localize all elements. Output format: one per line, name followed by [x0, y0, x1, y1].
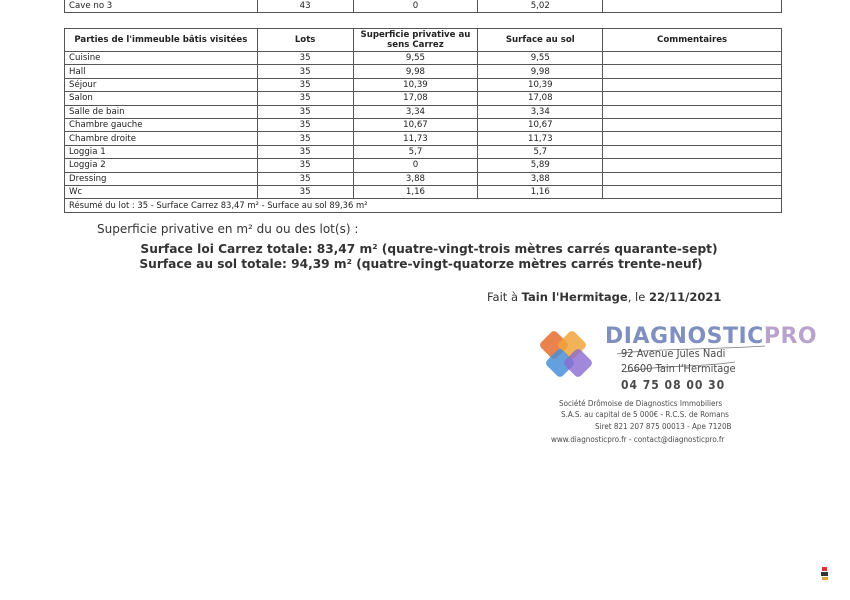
- cell-lot: 35: [257, 185, 353, 198]
- stamp-contact: www.diagnosticpro.fr - contact@diagnosticpro.fr: [551, 435, 725, 444]
- cell-part: Chambre gauche: [65, 118, 258, 131]
- company-stamp: [535, 322, 818, 452]
- total-sol: Surface au sol totale: 94,39 m² (quatre-vingt-quatorze mètres carrés trente-neuf): [139, 257, 703, 271]
- cell-part: Loggia 1: [65, 145, 258, 158]
- cell-sol: 11,73: [478, 132, 603, 145]
- stamp-company: Société Drômoise de Diagnostics Immobiliers: [559, 399, 723, 408]
- cell-sol: 5,89: [478, 159, 603, 172]
- total-carrez: Surface loi Carrez totale: 83,47 m² (quatre-vingt-trois mètres carrés quarante-sept): [140, 242, 718, 256]
- cell-sol: 10,67: [478, 118, 603, 131]
- surface-table: [64, 28, 782, 213]
- cell-sol: 5,7: [478, 145, 603, 158]
- cell-sol: 17,08: [478, 92, 603, 105]
- cell-lot: 43: [257, 0, 353, 13]
- cell-carrez: 0: [353, 159, 478, 172]
- cell-part: Cave no 3: [65, 0, 258, 13]
- table-row: [65, 159, 782, 172]
- cell-carrez: 3,88: [353, 172, 478, 185]
- cell-lot: 35: [257, 52, 353, 65]
- cell-lot: 35: [257, 78, 353, 91]
- previous-table-tail: [64, 0, 782, 13]
- cell-carrez: 10,67: [353, 118, 478, 131]
- cell-lot: 35: [257, 145, 353, 158]
- cell-part: Salle de bain: [65, 105, 258, 118]
- signature-date: 22/11/2021: [648, 290, 722, 304]
- table-row: [65, 105, 782, 118]
- header-sol: Surface au sol: [478, 29, 603, 52]
- cell-comment: [603, 78, 782, 91]
- table-row: [65, 145, 782, 158]
- cell-part: Séjour: [65, 78, 258, 91]
- stamp-address1: 92 Avenue Jules Nadi: [621, 347, 726, 360]
- cell-lot: 35: [257, 172, 353, 185]
- cell-sol: 9,55: [478, 52, 603, 65]
- table-row: [65, 65, 782, 78]
- table-row: [65, 118, 782, 131]
- stamp-address2: 26600 Tain l'Hermitage: [621, 362, 736, 375]
- cell-lot: 35: [257, 118, 353, 131]
- cell-sol: 9,98: [478, 65, 603, 78]
- cell-comment: [603, 185, 782, 198]
- cell-part: Salon: [65, 92, 258, 105]
- stamp-legal: S.A.S. au capital de 5 000€ - R.C.S. de Romans: [561, 410, 729, 419]
- cell-carrez: 5,7: [353, 145, 478, 158]
- table-row: [65, 78, 782, 91]
- cell-part: Cuisine: [65, 52, 258, 65]
- table-row: [65, 92, 782, 105]
- table-row: [65, 52, 782, 65]
- cell-comment: [603, 132, 782, 145]
- table-row: [65, 172, 782, 185]
- cell-carrez: 9,98: [353, 65, 478, 78]
- cell-sol: 1,16: [478, 185, 603, 198]
- cell-lot: 35: [257, 159, 353, 172]
- cell-part: Loggia 2: [65, 159, 258, 172]
- cell-comment: [603, 65, 782, 78]
- stamp-phone: 04 75 08 00 30: [621, 378, 726, 392]
- cell-carrez: 0: [353, 0, 478, 13]
- header-parts: Parties de l'immeuble bâtis visitées: [65, 29, 258, 52]
- cell-comment: [603, 105, 782, 118]
- cell-part: Hall: [65, 65, 258, 78]
- signature-prefix: Fait à: [487, 290, 519, 304]
- cell-sol: 3,34: [478, 105, 603, 118]
- cell-comment: [603, 159, 782, 172]
- cell-carrez: 17,08: [353, 92, 478, 105]
- diagnosticpro-logo-icon: [535, 326, 605, 396]
- cell-comment: [603, 52, 782, 65]
- brand-name: DIAGNOSTICPRO: [605, 324, 818, 349]
- cell-comment: [603, 118, 782, 131]
- cell-carrez: 3,34: [353, 105, 478, 118]
- corner-mark-icon: [820, 567, 830, 581]
- cell-sol: 5,02: [478, 0, 603, 13]
- header-comments: Commentaires: [603, 29, 782, 52]
- signature-middle: , le: [627, 290, 646, 304]
- cell-sol: 10,39: [478, 78, 603, 91]
- cell-sol: 3,88: [478, 172, 603, 185]
- cell-comment: [603, 172, 782, 185]
- lot-summary: Résumé du lot : 35 - Surface Carrez 83,47 m² - Surface au sol 89,36 m²: [65, 199, 782, 212]
- table-row: [65, 132, 782, 145]
- table-row: [65, 185, 782, 198]
- cell-lot: 35: [257, 132, 353, 145]
- signature-city: Tain l'Hermitage: [521, 290, 628, 304]
- cell-part: Chambre droite: [65, 132, 258, 145]
- cell-carrez: 11,73: [353, 132, 478, 145]
- table-row: [65, 0, 782, 13]
- cell-comment: [603, 0, 782, 13]
- cell-carrez: 1,16: [353, 185, 478, 198]
- cell-lot: 35: [257, 92, 353, 105]
- cell-carrez: 9,55: [353, 52, 478, 65]
- cell-carrez: 10,39: [353, 78, 478, 91]
- stamp-siret: Siret 821 207 875 00013 - Ape 7120B: [595, 422, 732, 431]
- header-carrez: Superficie privative au sens Carrez: [353, 29, 478, 52]
- cell-part: Wc: [65, 185, 258, 198]
- cell-comment: [603, 92, 782, 105]
- header-lots: Lots: [257, 29, 353, 52]
- lead-text: Superficie privative en m² du ou des lot(s) :: [97, 222, 359, 236]
- cell-part: Dressing: [65, 172, 258, 185]
- cell-lot: 35: [257, 105, 353, 118]
- cell-comment: [603, 145, 782, 158]
- signature-line: [487, 290, 721, 304]
- cell-lot: 35: [257, 65, 353, 78]
